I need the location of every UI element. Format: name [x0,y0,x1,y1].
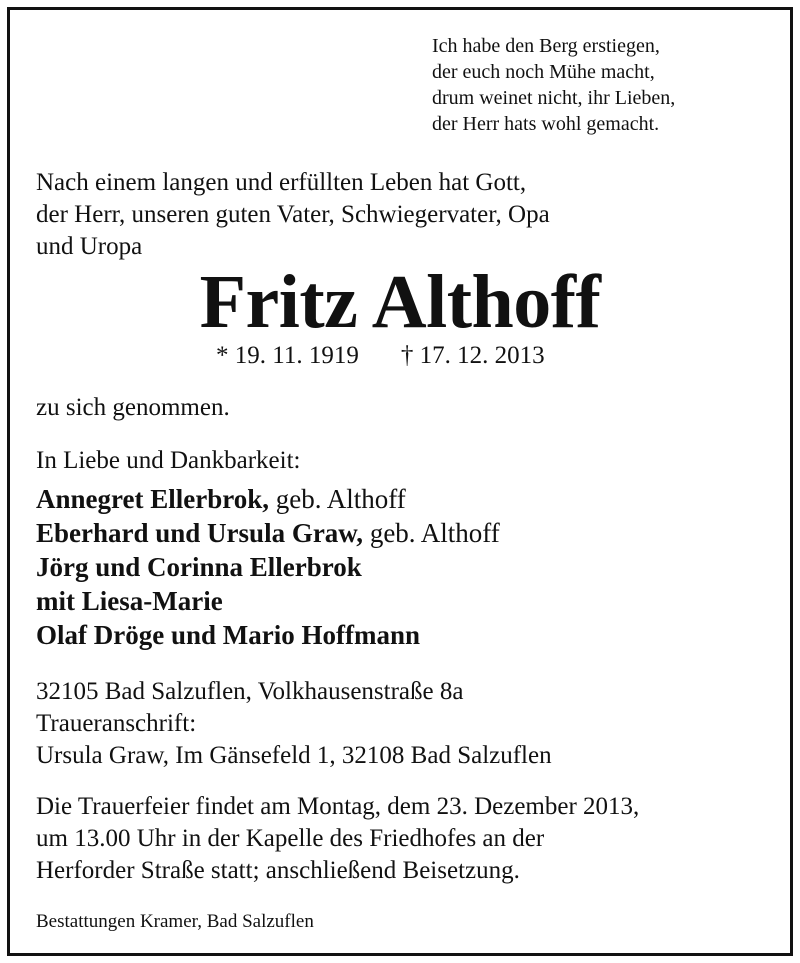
intro-line: Nach einem langen und erfüllten Leben hat Gott, [36,169,527,196]
love-text: In Liebe und Dankbarkeit: [36,447,301,474]
birth-date: * 19. 11. 1919 [216,342,359,369]
death-date: † 17. 12. 2013 [400,342,545,369]
intro-line: der Herr, unseren guten Vater, Schwiegervater, Opa [36,201,550,228]
deceased-name: Fritz Althoff [199,260,601,344]
family-name: Eberhard und Ursula Graw, [36,518,364,548]
poem-line: drum weinet nicht, ihr Lieben, [432,87,676,109]
family-note: geb. Althoff [269,484,406,514]
family-member [36,482,500,516]
family-note: geb. Althoff [363,518,500,548]
address-line: Traueranschrift: [36,710,197,737]
family-name: Olaf Dröge und Mario Hoffmann [36,620,420,650]
address-block [36,676,552,772]
family-name: mit Liesa-Marie [36,586,223,616]
ceremony-line: Herforder Straße statt; anschließend Beisetzung. [36,857,520,884]
family-name: Annegret Ellerbrok, [36,484,269,514]
family-member [36,516,500,550]
address-line: Ursula Graw, Im Gänsefeld 1, 32108 Bad Salzuflen [36,742,552,769]
intro-text [36,167,550,263]
undertaker-credit: Bestattungen Kramer, Bad Salzuflen [36,911,314,932]
family-member [36,584,500,618]
address-line: 32105 Bad Salzuflen, Volkhausenstraße 8a [36,678,464,705]
ceremony-info [36,791,639,887]
ceremony-line: Die Trauerfeier findet am Montag, dem 23. Dezember 2013, [36,793,640,820]
family-member [36,618,500,652]
poem-line: der Herr hats wohl gemacht. [432,113,660,135]
family-member [36,550,500,584]
family-name: Jörg und Corinna Ellerbrok [36,552,362,582]
intro-line: und Uropa [36,233,143,260]
life-dates [216,340,545,372]
family-list [36,482,500,652]
ceremony-line: um 13.00 Uhr in der Kapelle des Friedhofes an der [36,825,545,852]
poem-line: Ich habe den Berg erstiegen, [432,35,660,57]
poem-line: der euch noch Mühe macht, [432,61,655,83]
poem [432,33,675,137]
taken-text: zu sich genommen. [36,394,230,421]
